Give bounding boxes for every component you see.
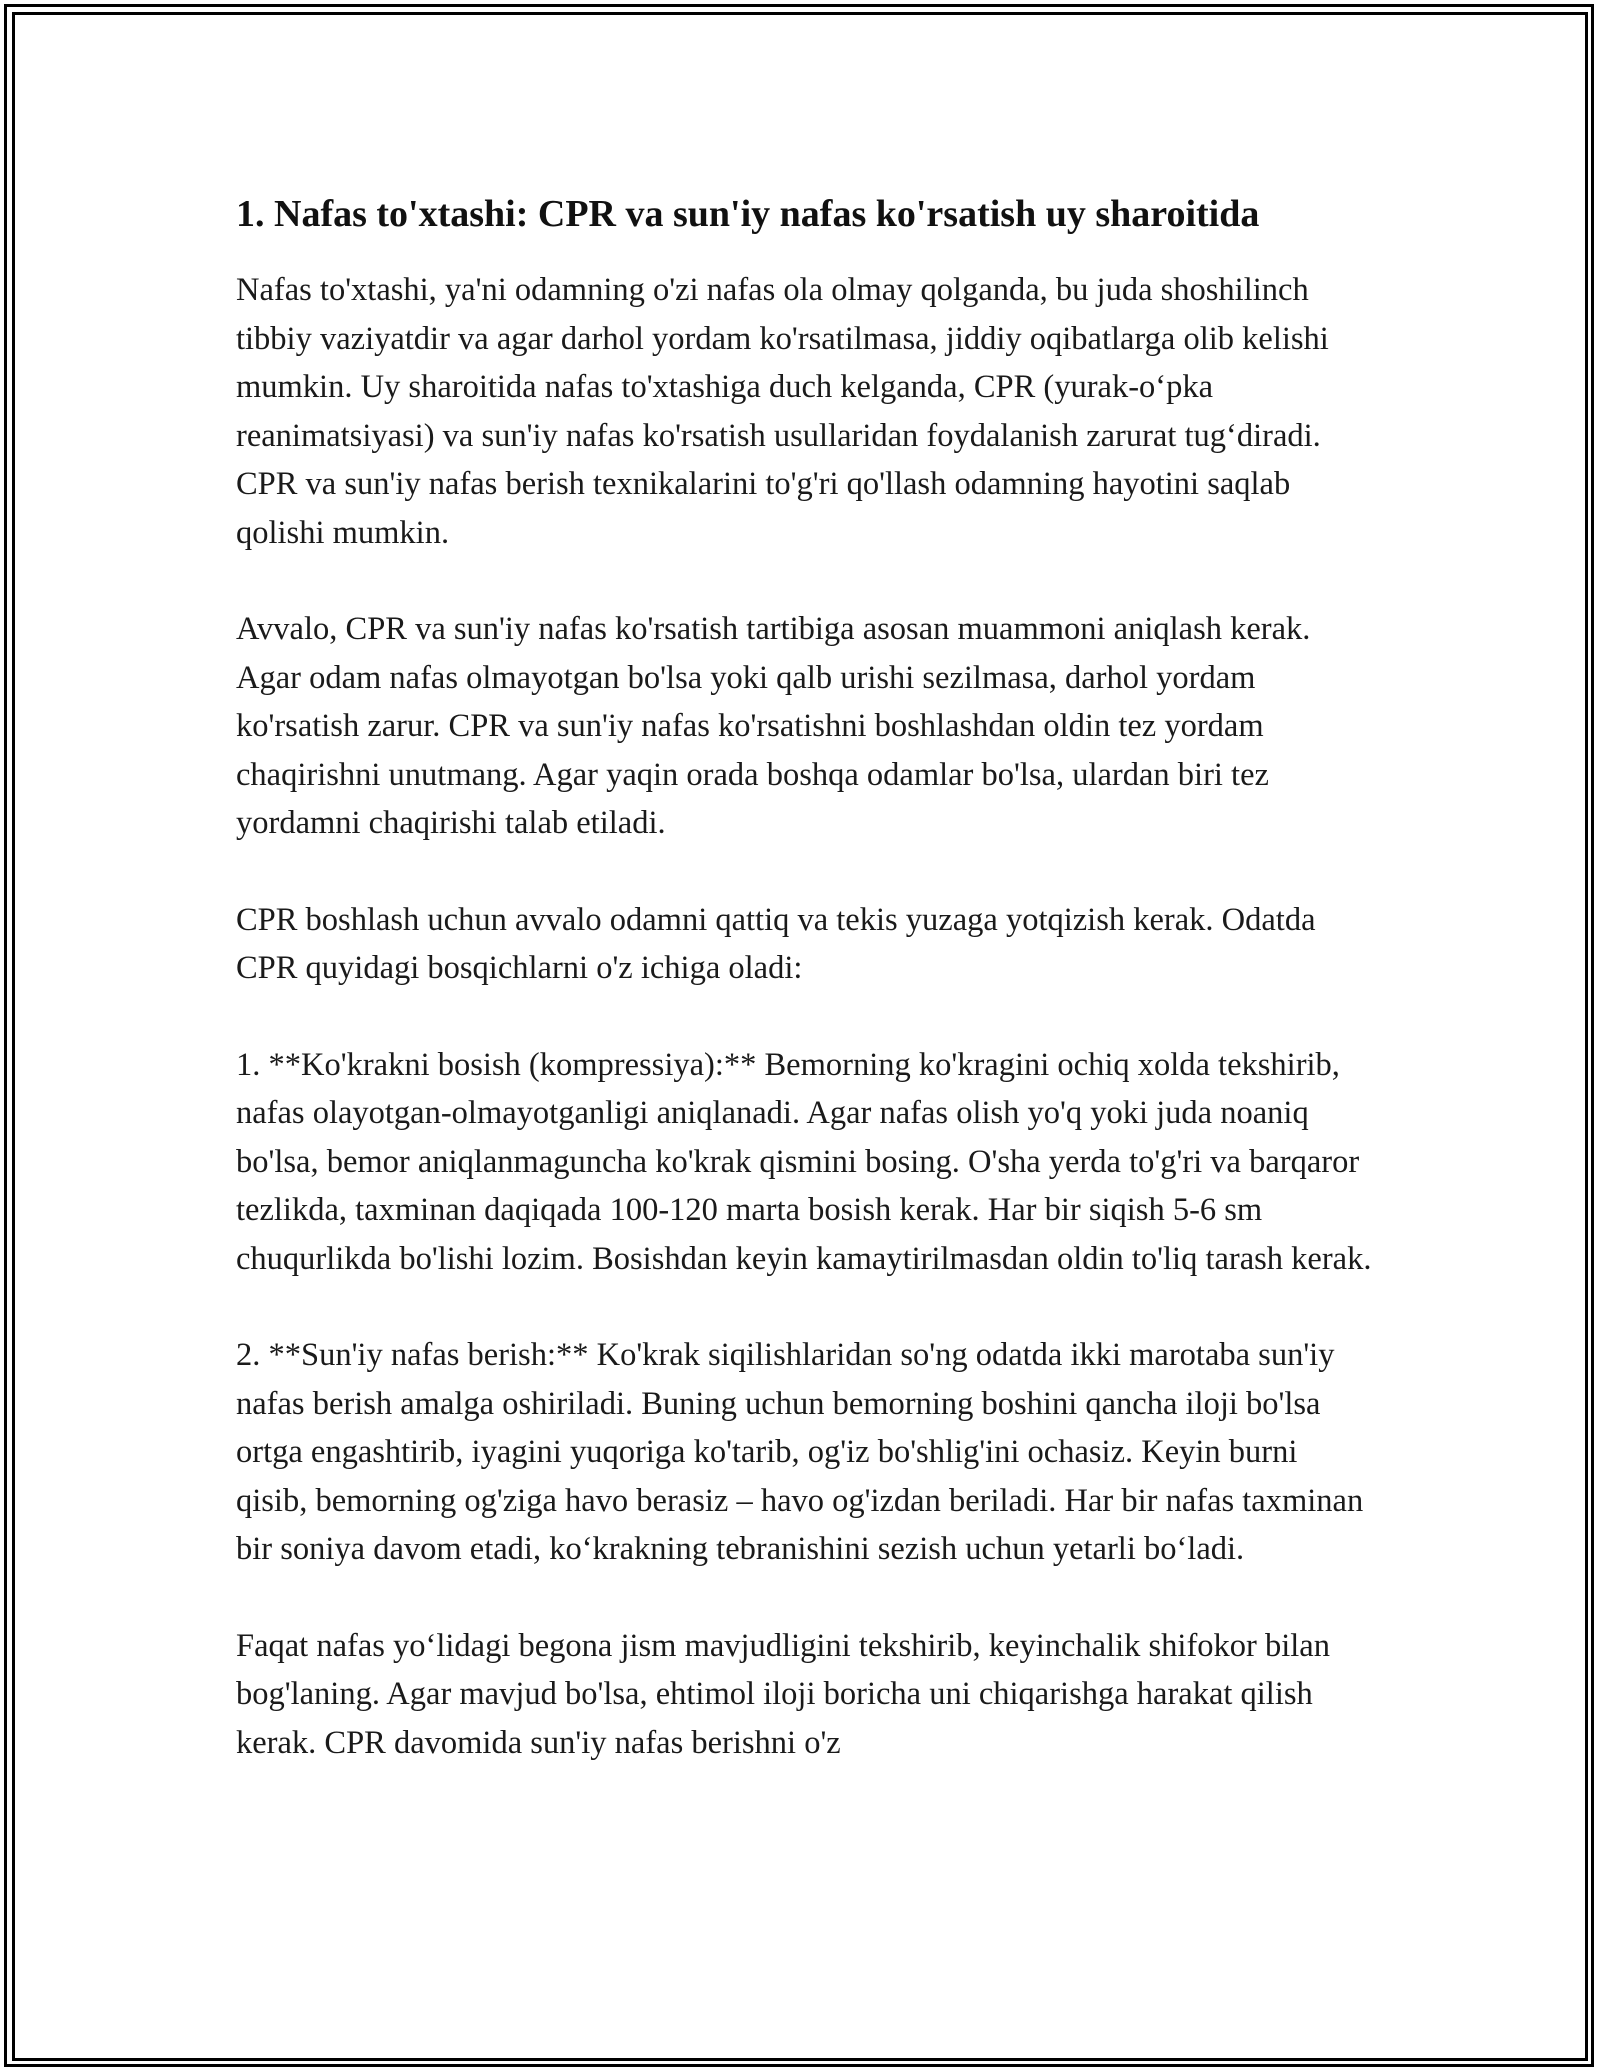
- paragraph-step-rescue-breathing: 2. **Sun'iy nafas berish:** Ko'krak siqilishlaridan so'ng odatda ikki marotaba sun'iy nafas berish amalga oshiriladi. Buning uchun bemorning boshini qancha iloji bo'lsa ortga engashtirib, iyagini yuqoriga ko'tarib, og'iz bo'shlig'ini ochasiz. Keyin burni qisib, bemorning og'ziga havo berasiz – havo og'izdan beriladi. Har bir nafas taxminan bir soniya davom etadi, ko‘krakning tebranishini sezish uchun yetarli bo‘ladi.: [236, 1337, 1364, 1567]
- paragraph-foreign-object: Faqat nafas yo‘lidagi begona jism mavjudligini tekshirib, keyinchalik shifokor bilan bog'laning. Agar mavjud bo'lsa, ehtimol iloji boricha uni chiqarishga harakat qilish kerak. CPR davomida sun'iy nafas berishni o'z: [236, 1627, 1330, 1761]
- section-heading: 1. Nafas to'xtashi: CPR va sun'iy nafas ko'rsatish uy sharoitida: [236, 193, 1260, 235]
- paragraph-cpr-start: CPR boshlash uchun avvalo odamni qattiq va tekis yuzaga yotqizish kerak. Odatda CPR quyidagi bosqichlarni o'z ichiga oladi:: [236, 901, 1316, 986]
- paragraph-intro: Nafas to'xtashi, ya'ni odamning o'zi nafas ola olmay qolganda, bu juda shoshilinch tibbiy vaziyatdir va agar darhol yordam ko'rsatilmasa, jiddiy oqibatlarga olib kelishi mumkin. Uy sharoitida nafas to'xtashiga duch kelganda, CPR (yurak-o‘pka reanimatsiyasi) va sun'iy nafas ko'rsatish usullaridan foydalanish zarurat tug‘diradi. CPR va sun'iy nafas berish texnikalarini to'g'ri qo'llash odamning hayotini saqlab qolishi mumkin.: [236, 272, 1329, 551]
- paragraph-identify-problem: Avvalo, CPR va sun'iy nafas ko'rsatish tartibiga asosan muammoni aniqlash kerak. Agar odam nafas olmayotgan bo'lsa yoki qalb urishi sezilmasa, darhol yordam ko'rsatish zarur. CPR va sun'iy nafas ko'rsatishni boshlashdan oldin tez yordam chaqirishni unutmang. Agar yaqin orada boshqa odamlar bo'lsa, ulardan biri tez yordamni chaqirishi talab etiladi.: [236, 611, 1311, 841]
- paragraph-step-compression: 1. **Ko'krakni bosish (kompressiya):** Bemorning ko'kragini ochiq xolda tekshirib, nafas olayotgan-olmayotganligi aniqlanadi. Agar nafas olish yo'q yoki juda noaniq bo'lsa, bemor aniqlanmaguncha ko'krak qismini bosing. O'sha yerda to'g'ri va barqaror tezlikda, taxminan daqiqada 100-120 marta bosish kerak. Har bir siqish 5-6 sm chuqurlikda bo'lishi lozim. Bosishdan keyin kamaytirilmasdan oldin to'liq tarash kerak.: [236, 1046, 1372, 1277]
- document-body: [236, 186, 1376, 1815]
